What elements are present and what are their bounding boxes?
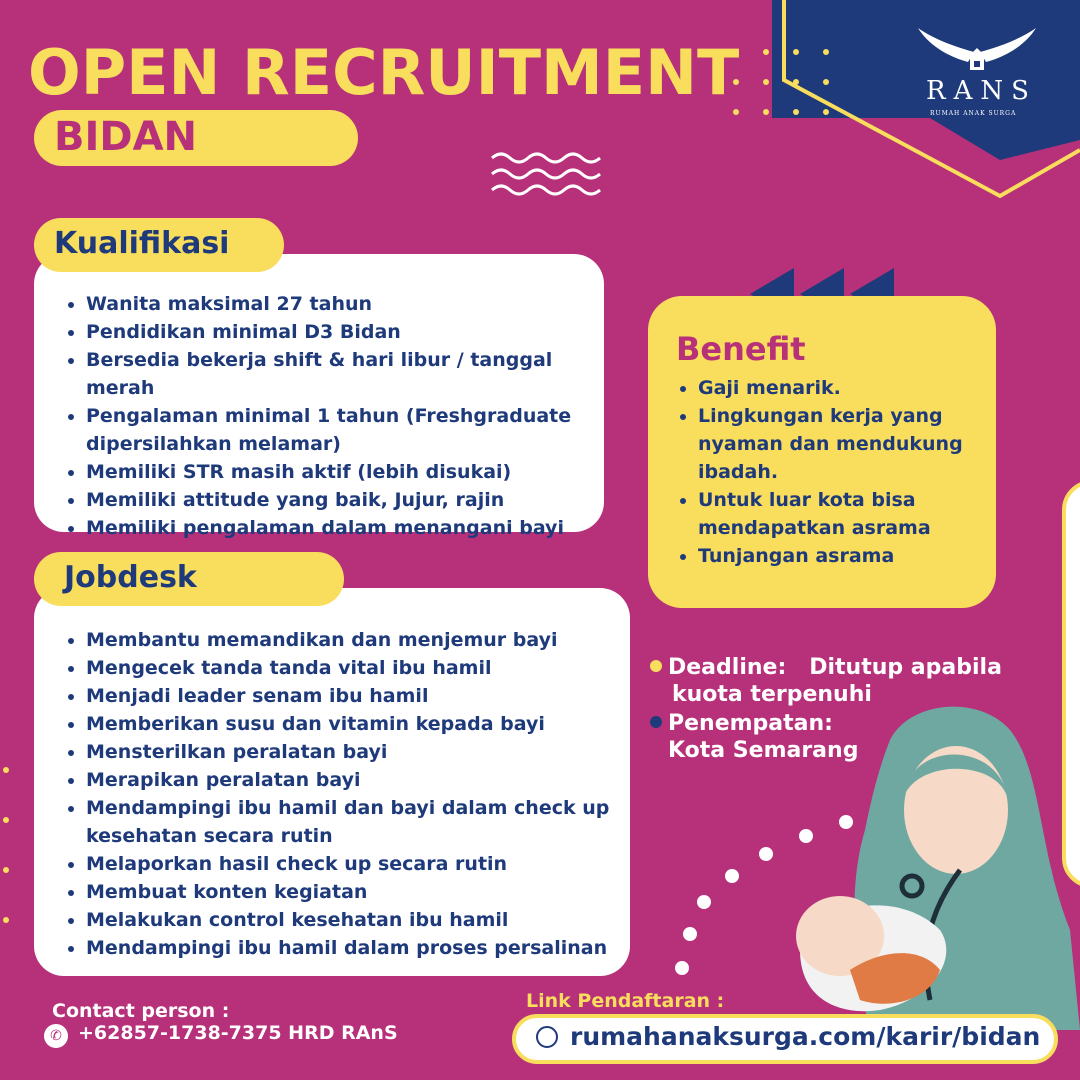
nurse-illustration	[780, 700, 1080, 1030]
logo-name: RANS	[926, 76, 1037, 106]
list-item: Melaporkan hasil check up secara rutin	[66, 850, 626, 878]
list-item: Memiliki attitude yang baik, Jujur, rajin	[66, 486, 596, 514]
list-item: Memberikan susu dan vitamin kepada bayi	[66, 710, 626, 738]
list-item: Mendampingi ibu hamil dan bayi dalam check up kesehatan secara rutin	[66, 794, 626, 850]
deadline-label: Deadline:	[668, 655, 787, 680]
rans-logo	[912, 26, 1042, 122]
penempatan-dot	[650, 716, 662, 728]
whatsapp-icon: ✆	[44, 1024, 68, 1048]
penempatan-value: Kota Semarang	[668, 738, 859, 763]
jobdesk-header	[34, 552, 344, 606]
list-item: Untuk luar kota bisa mendapatkan asrama	[678, 486, 988, 542]
list-item: Bersedia bekerja shift & hari libur / tanggal merah	[66, 346, 596, 402]
list-item: Mensterilkan peralatan bayi	[66, 738, 626, 766]
contact-phone[interactable]: +62857-1738-7375 HRD RAnS	[78, 1022, 398, 1044]
benefit-list	[678, 374, 988, 570]
wave-decoration	[490, 150, 604, 200]
winged-house-icon	[912, 26, 1042, 76]
list-item: Mengecek tanda tanda vital ibu hamil	[66, 654, 626, 682]
list-item: Melakukan control kesehatan ibu hamil	[66, 906, 626, 934]
list-item: Mendampingi ibu hamil dalam proses persalinan	[66, 934, 626, 962]
contact-label: Contact person :	[52, 1000, 230, 1022]
globe-icon	[536, 1026, 558, 1048]
list-item: Memiliki STR masih aktif (lebih disukai)	[66, 458, 596, 486]
kualifikasi-card	[34, 254, 604, 539]
list-item: Pengalaman minimal 1 tahun (Freshgraduate dipersilahkan melamar)	[66, 402, 596, 458]
benefit-heading: Benefit	[676, 330, 806, 368]
penempatan-label: Penempatan:	[668, 711, 833, 736]
registration-link[interactable]	[512, 1014, 1058, 1064]
list-item: Pendidikan minimal D3 Bidan	[66, 318, 596, 346]
list-item: Menjadi leader senam ibu hamil	[66, 682, 626, 710]
dot-pattern-left	[0, 760, 16, 960]
list-item: Memiliki pengalaman dalam menangani bayi	[66, 514, 596, 542]
deadline-value-2: kuota terpenuhi	[672, 682, 872, 707]
list-item: Merapikan peralatan bayi	[66, 766, 626, 794]
jobdesk-heading: Jobdesk	[64, 560, 197, 595]
deadline-dot	[650, 660, 662, 672]
kualifikasi-heading: Kualifikasi	[54, 226, 230, 261]
link-label: Link Pendaftaran :	[526, 990, 725, 1012]
list-item: Lingkungan kerja yang nyaman dan mendukung ibadah.	[678, 402, 988, 486]
logo-tagline: RUMAH ANAK SURGA	[930, 110, 1017, 117]
list-item: Membantu memandikan dan menjemur bayi	[66, 626, 626, 654]
list-item: Gaji menarik.	[678, 374, 988, 402]
jobdesk-card	[34, 588, 630, 976]
registration-url[interactable]: rumahanaksurga.com/karir/bidan	[570, 1022, 1041, 1051]
list-item: Tunjangan asrama	[678, 542, 988, 570]
kualifikasi-header	[34, 218, 284, 272]
benefit-card	[648, 296, 996, 608]
position-label: BIDAN	[54, 114, 198, 160]
dot-pattern-top	[730, 46, 850, 146]
list-item: Wanita maksimal 27 tahun	[66, 290, 596, 318]
jobdesk-list	[66, 626, 626, 962]
kualifikasi-list	[66, 290, 596, 542]
position-badge	[34, 110, 358, 166]
deadline-value-1: Ditutup apabila	[809, 655, 1002, 680]
page-title: OPEN RECRUITMENT	[28, 36, 740, 109]
list-item: Membuat konten kegiatan	[66, 878, 626, 906]
